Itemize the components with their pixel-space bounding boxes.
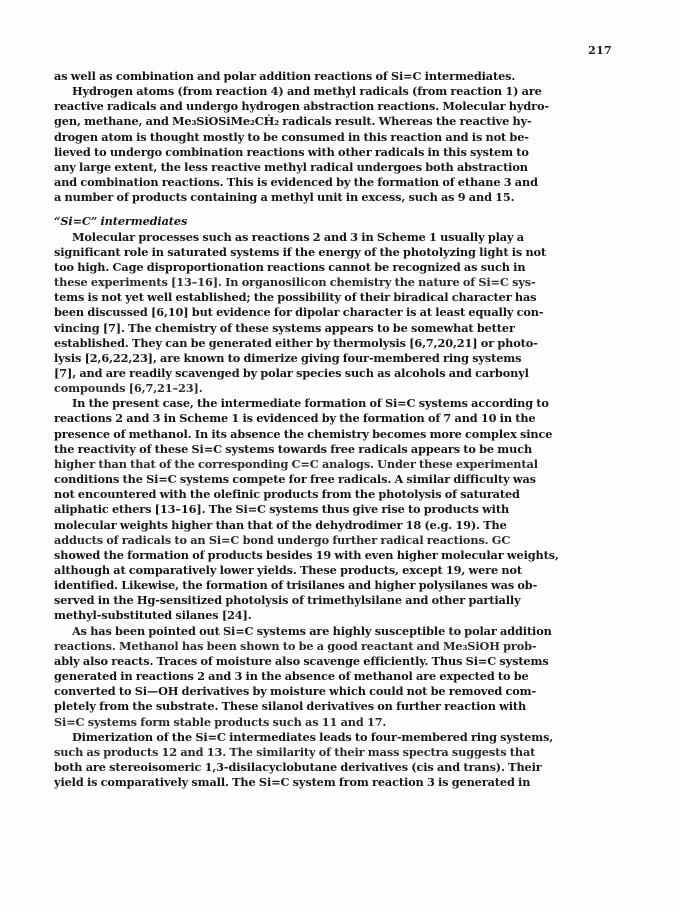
text-line: gen, methane, and Me₃SiOSiMe₂CḢ₂ radicals result. Whereas the reactive hy- xyxy=(54,114,532,129)
text-line: not encountered with the olefinic products from the photolysis of saturated xyxy=(54,487,520,502)
text-line: been discussed [6,10] but evidence for dipolar character is at least equally con- xyxy=(54,305,544,320)
text-line: aliphatic ethers [13–16]. The Si=C systems thus give rise to products with xyxy=(54,502,510,517)
text-line: In the present case, the intermediate formation of Si=C systems according to xyxy=(72,396,549,411)
text-line: reactive radicals and undergo hydrogen abstraction reactions. Molecular hydro- xyxy=(54,99,549,114)
paragraph-2 xyxy=(54,84,626,205)
text-line: Si=C systems form stable products such as 11 and 17. xyxy=(54,714,387,729)
text-line: Hydrogen atoms (from reaction 4) and methyl radicals (from reaction 1) are xyxy=(72,84,542,99)
text-line: molecular weights higher than that of the dehydrodimer 18 (e.g. 19). The xyxy=(54,517,507,532)
text-line: lysis [2,6,22,23], are known to dimerize giving four-membered ring systems xyxy=(54,350,522,365)
text-line: converted to Si—OH derivatives by moisture which could not be removed com- xyxy=(54,684,537,699)
text-line: significant role in saturated systems if the energy of the photolyzing light is not xyxy=(54,244,547,259)
page-number: 217 xyxy=(588,44,612,57)
text-line: established. They can be generated either by thermolysis [6,7,20,21] or photo- xyxy=(54,335,538,350)
text-line: any large extent, the less reactive methyl radical undergoes both abstraction xyxy=(54,159,528,174)
text-line: served in the Hg-sensitized photolysis of trimethylsilane and other partially xyxy=(54,593,521,608)
text-line: showed the formation of products besides 19 with even higher molecular weights, xyxy=(54,547,559,562)
paragraph-6 xyxy=(54,730,626,791)
text-line: although at comparatively lower yields. These products, except 19, were not xyxy=(54,563,522,577)
text-line: [7], and are readily scavenged by polar species such as alcohols and carbonyl xyxy=(54,365,529,380)
text-line: pletely from the substrate. These silanol derivatives on further reaction with xyxy=(54,699,527,714)
text-line: and combination reactions. This is evidenced by the formation of ethane 3 and xyxy=(54,175,538,190)
text-line: compounds [6,7,21–23]. xyxy=(54,381,203,396)
text-line: ably also reacts. Traces of moisture also scavenge efficiently. Thus Si=C systems xyxy=(54,653,549,668)
text-line: reactions 2 and 3 in Scheme 1 is evidenced by the formation of 7 and 10 in the xyxy=(54,411,536,426)
text-line: yield is comparatively small. The Si=C system from reaction 3 is generated in xyxy=(54,775,531,790)
text-line: presence of methanol. In its absence the chemistry becomes more complex since xyxy=(54,426,553,441)
paragraph-1 xyxy=(54,69,626,84)
paragraph-3 xyxy=(54,230,626,397)
text-line: such as products 12 and 13. The similarity of their mass spectra suggests that xyxy=(54,744,536,759)
text-line: tems is not yet well established; the possibility of their biradical character has xyxy=(54,290,537,305)
text-line: too high. Cage disproportionation reactions cannot be recognized as such in xyxy=(54,259,526,274)
text-line: methyl-substituted silanes [24]. xyxy=(54,608,252,623)
text-line: higher than that of the corresponding C=C analogs. Under these experimental xyxy=(54,456,538,471)
section-heading: “Si=C” intermediates xyxy=(54,214,188,229)
text-line: generated in reactions 2 and 3 in the absence of methanol are expected to be xyxy=(54,669,529,684)
body-text xyxy=(54,69,626,790)
text-line: reactions. Methanol has been shown to be a good reactant and Me₃SiOH prob- xyxy=(54,638,537,653)
text-line: conditions the Si=C systems compete for free radicals. A similar difficulty was xyxy=(54,472,536,487)
text-line: adducts of radicals to an Si=C bond undergo further radical reactions. GC xyxy=(54,532,511,547)
text-line: vincing [7]. The chemistry of these systems appears to be somewhat better xyxy=(54,320,515,335)
text-line: lieved to undergo combination reactions with other radicals in this system to xyxy=(54,144,529,159)
text-line: both are stereoisomeric 1,3-disilacyclobutane derivatives (cis and trans). Their xyxy=(54,760,542,775)
paragraph-4 xyxy=(54,396,626,623)
text-line: Molecular processes such as reactions 2 and 3 in Scheme 1 usually play a xyxy=(72,229,524,244)
text-line: a number of products containing a methyl unit in excess, such as 9 and 15. xyxy=(54,190,515,205)
text-line: Dimerization of the Si=C intermediates leads to four-membered ring systems, xyxy=(72,729,554,744)
text-line: drogen atom is thought mostly to be consumed in this reaction and is not be- xyxy=(54,129,529,144)
text-line: as well as combination and polar addition reactions of Si=C intermediates. xyxy=(54,69,516,83)
paragraph-5 xyxy=(54,624,626,730)
text-line: As has been pointed out Si=C systems are highly susceptible to polar addition xyxy=(72,623,552,638)
text-line: these experiments [13–16]. In organosilicon chemistry the nature of Si=C sys- xyxy=(54,275,536,290)
text-line: the reactivity of these Si=C systems towards free radicals appears to be much xyxy=(54,441,533,456)
text-line: identified. Likewise, the formation of trisilanes and higher polysilanes was ob- xyxy=(54,578,538,593)
